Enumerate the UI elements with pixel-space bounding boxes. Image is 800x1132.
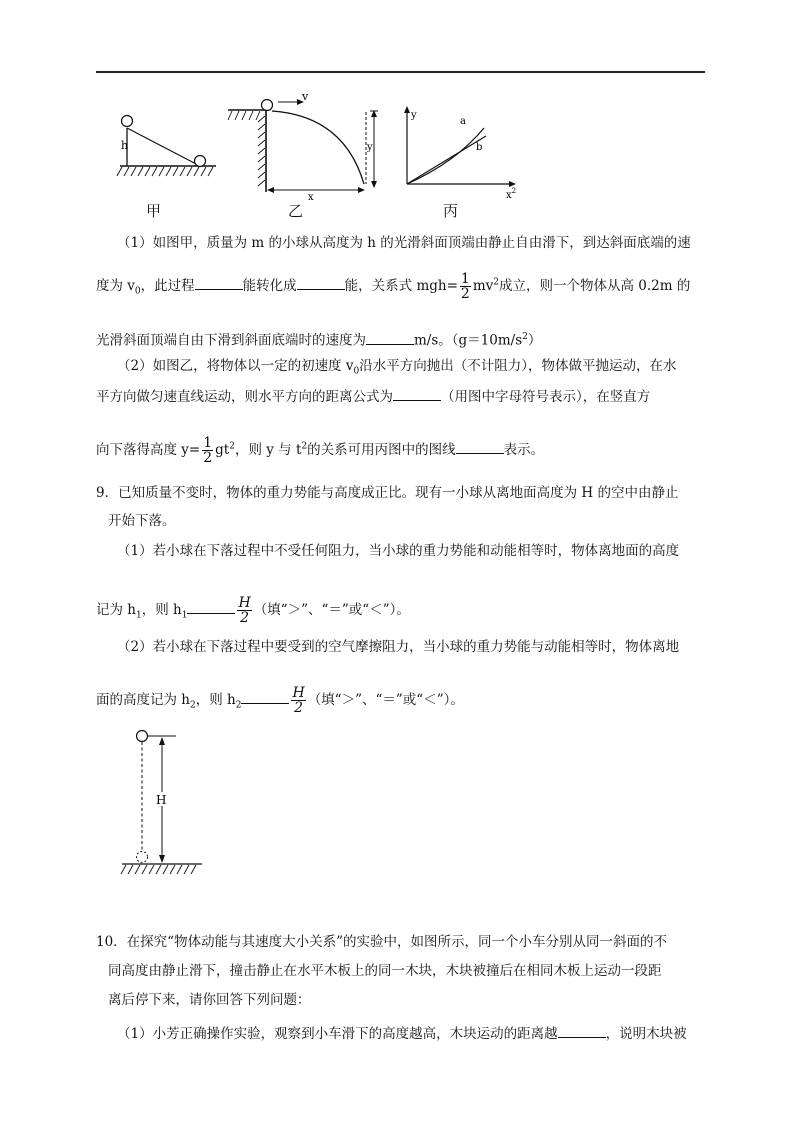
fraction-half: $\frac{1}{2}$ bbox=[203, 435, 213, 466]
caption-bing: 丙 bbox=[443, 202, 459, 220]
q9-p2-line2: 面的高度记为 $h_2$，则 $h_2$ $\frac{H}{2}$ （填“＞”、“＝”或“＜”）。 bbox=[96, 685, 464, 716]
caption-yi: 乙 bbox=[288, 202, 304, 220]
figure-jia-incline bbox=[112, 108, 222, 180]
fraction-h-half: $\frac{H}{2}$ bbox=[238, 595, 251, 626]
x-label: x bbox=[308, 192, 314, 203]
answer-blank[interactable] bbox=[558, 1025, 606, 1038]
q10-line1: 10．在探究“物体动能与其速度大小关系”的实验中，如图所示，同一个小车分别从同一斜面的不 bbox=[96, 934, 667, 950]
q9-stem-line1: 9．已知质量不变时，物体的重力势能与高度成正比。现有一小球从离地面高度为 H 的空中由静止 bbox=[96, 485, 679, 501]
v-label: v bbox=[302, 94, 309, 103]
q9-p1-line2: 记为 $h_1$，则 $h_1$ $\frac{H}{2}$ （填“＞”、“＝”或“＜”）。 bbox=[96, 595, 410, 626]
answer-blank[interactable] bbox=[195, 277, 243, 290]
y-axis-label: y bbox=[411, 110, 417, 121]
svg-text:x2 bbox=[506, 187, 516, 200]
answer-blank[interactable] bbox=[366, 332, 414, 345]
y-label: y bbox=[367, 142, 373, 153]
answer-blank[interactable] bbox=[456, 441, 504, 454]
caption-jia: 甲 bbox=[146, 202, 162, 220]
q8-p2-line3: 向下落得高度 y= $\frac{1}{2}$ $gt^2$，则 y 与 $t^2$的关系可用丙图中的图线 表示。 bbox=[96, 435, 545, 466]
curve-b-label: b bbox=[476, 142, 483, 153]
q8-p1-line2: 度为 $v_0$，此过程 能转化成 能，关系式 mgh= $\frac{1}{2}$ $mv^2$成立，则一个物体从高 0.2m 的 bbox=[96, 271, 691, 302]
q9-p2-line1: （2）若小球在下落过程中要受到的空气摩擦阻力，当小球的重力势能与动能相等时，物体离地 bbox=[117, 639, 680, 655]
q10-line3: 离后停下来，请你回答下列问题： bbox=[108, 992, 311, 1008]
answer-blank[interactable] bbox=[393, 388, 441, 401]
q8-p2-line1: （2）如图乙，将物体以一定的初速度 $v_0$沿水平方向抛出（不计阻力），物体做平抛运动，在水 bbox=[117, 358, 677, 377]
q9-p1-line1: （1）若小球在下落过程中不受任何阻力，当小球的重力势能和动能相等时，物体离地面的高度 bbox=[117, 543, 680, 559]
x-axis-sup: 2 bbox=[511, 187, 517, 195]
header-rule bbox=[96, 71, 705, 73]
h-label: h bbox=[121, 139, 129, 152]
x-axis-label: x bbox=[506, 190, 512, 200]
fraction-h-half: $\frac{H}{2}$ bbox=[292, 685, 305, 716]
answer-blank[interactable] bbox=[241, 691, 289, 704]
q10-line2: 同高度由静止滑下，撞击静止在水平木板上的同一木块，木块被撞后在相同木板上运动一段距 bbox=[108, 963, 662, 979]
q8-p1-line1: （1）如图甲，质量为 m 的小球从高度为 h 的光滑斜面顶端由静止自由滑下，到达斜面底端的速 bbox=[117, 235, 691, 251]
answer-blank[interactable] bbox=[187, 601, 235, 614]
q10-line4: （1）小芳正确操作实验，观察到小车滑下的高度越高，木块运动的距离越 ，说明木块被 bbox=[117, 1026, 687, 1042]
q9-stem-line2: 开始下落。 bbox=[108, 513, 176, 529]
q8-p1-line3: 光滑斜面顶端自由下滑到斜面底端时的速度为 m/s。$(g=10m/s^2)$ bbox=[96, 332, 542, 349]
answer-blank[interactable] bbox=[297, 277, 345, 290]
curve-a-label: a bbox=[460, 116, 466, 127]
figure-falling-ball bbox=[116, 726, 208, 876]
fraction-half: $\frac{1}{2}$ bbox=[460, 271, 470, 302]
H-label: H bbox=[156, 793, 167, 807]
figure-bing-graph bbox=[396, 100, 526, 200]
figure-yi-projectile bbox=[224, 94, 389, 206]
q8-p2-line2: 平方向做匀速直线运动，则水平方向的距离公式为 （用图中字母符号表示），在竖直方 bbox=[96, 389, 651, 405]
